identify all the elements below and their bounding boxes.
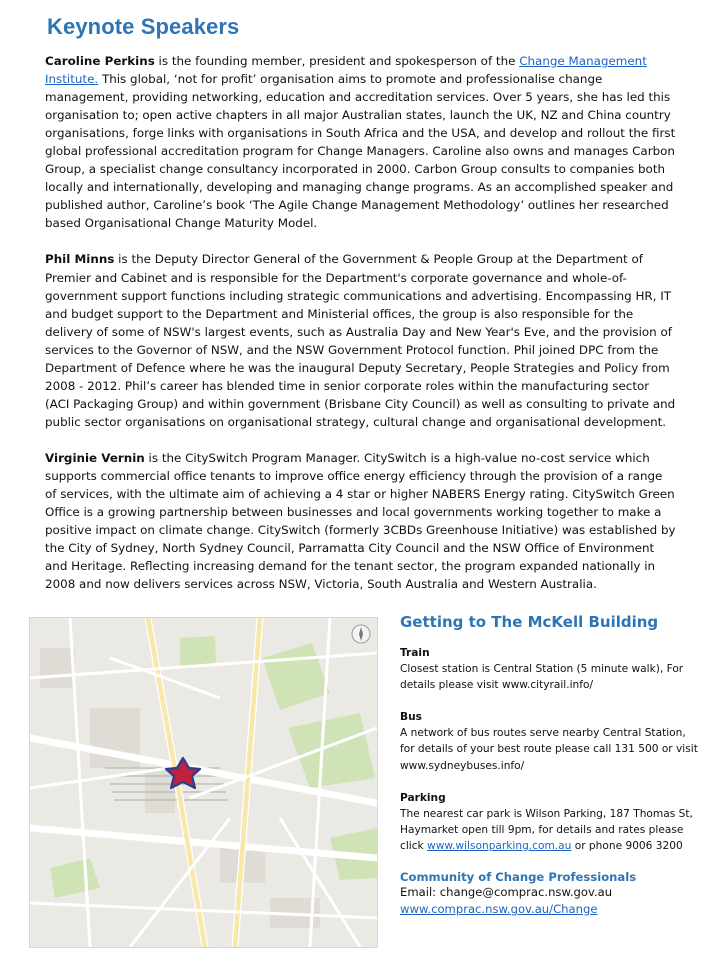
community-website-link[interactable]: www.comprac.nsw.gov.au/Change [400,901,598,916]
bus-section [400,709,700,773]
map-graphic [30,618,377,947]
train-section [400,645,700,693]
speaker-bio-virginie: Virginie Vernin is the CitySwitch Program Manager. CitySwitch is a high-value no-cost service which supports commercial office tenants to improve office energy efficiency through the provision of a range of services, with the ultimate aim of achieving a 4 star or higher NABERS Energy rating. CitySwitch Green Office is a growing partnership between businesses and local governments working together to make a positive impact on climate change. CitySwitch (formerly 3CBDs Greenhouse Initiative) was established by the City of Sydney, North Sydney Council, Parramatta City Council and the NSW Office of Environment and Heritage. Reflecting increasing demand for the tenant sector, the program expanded nationally in 2008 and now delivers services across NSW, Victoria, South Australia and Western Australia. [45,450,676,592]
parking-text: The nearest car park is Wilson Parking, 187 Thomas St, Haymarket open till 9pm, for details and rates please click www.wilsonparking.com.au or phone 9006 3200 [400,807,693,852]
page-title: Keynote Speakers [47,14,240,39]
directions-info [400,645,700,854]
parking-section [400,790,700,854]
community-title: Community of Change Professionals [400,870,637,885]
speaker-name: Virginie Vernin [45,450,145,465]
bus-heading: Bus [400,711,422,724]
directions-panel [400,613,700,917]
train-text: Closest station is Central Station (5 minute walk), For details please visit www.cityrail.info/ [400,663,684,692]
speaker-name: Phil Minns [45,252,115,267]
directions-title: Getting to The McKell Building [400,613,659,631]
change-management-institute-link[interactable]: Change Management Institute. [45,54,647,87]
speaker-bio-phil: Phil Minns is the Deputy Director General of the Government & People Group at the Department of Premier and Cabinet and is responsible for the Department's corporate governance and whole-of-government support functions including strategic communications and advertising. Encompassing HR, IT and budget support to the Department and Ministerial offices, the group is also responsible for the delivery of some of NSW's largest events, such as Australia Day and New Year's Eve, and the provision of services to the Governor of NSW, and the NSW Government Protocol function. Phil joined DPC from the Department of Defence where he was the inaugural Deputy Secretary, People Strategies and Policy from 2008 - 2012. Phil’s career has blended time in senior corporate roles within the manufacturing sector (ACI Packaging Group) and within government (Brisbane City Council) as well as consulting to private and public sector organisations on organisational strategy, cultural change and organisational development. [45,252,676,429]
train-heading: Train [400,647,430,659]
map-control-icon [352,625,370,643]
community-email: Email: change@comprac.nsw.gov.au [400,885,613,900]
speaker-bios [45,52,677,611]
speaker-bio-caroline: Caroline Perkins is the founding member, president and spokesperson of the Change Management Institute. This global, ‘not for profit’ organisation aims to promote and professionalise change management, providing networking, education and accreditation services. Over 5 years, she has led this organisation to; open active chapters in all major Australian states, launch the UK, NZ and China country organisations, forge links with organisations in South Africa and the USA, and develop and rollout the first global professional accreditation program for Change Managers. Caroline also owns and manages Carbon Group, a specialist change consultancy incorporated in 2000. Carbon Group consults to companies both locally and internationally, developing and managing change programs. As an accomplished speaker and published author, Caroline’s book ‘The Agile Change Management Methodology’ outlines her researched based Organisational Change Maturity Model. [45,54,676,231]
bus-text: A network of bus routes serve nearby Central Station, for details of your best route please call 131 500 or visit www.sydneybuses.info/ [400,727,698,772]
parking-heading: Parking [400,791,446,804]
speaker-name: Caroline Perkins [45,54,155,68]
wilson-parking-link[interactable]: www.wilsonparking.com.au [427,839,572,852]
location-map [29,617,378,948]
